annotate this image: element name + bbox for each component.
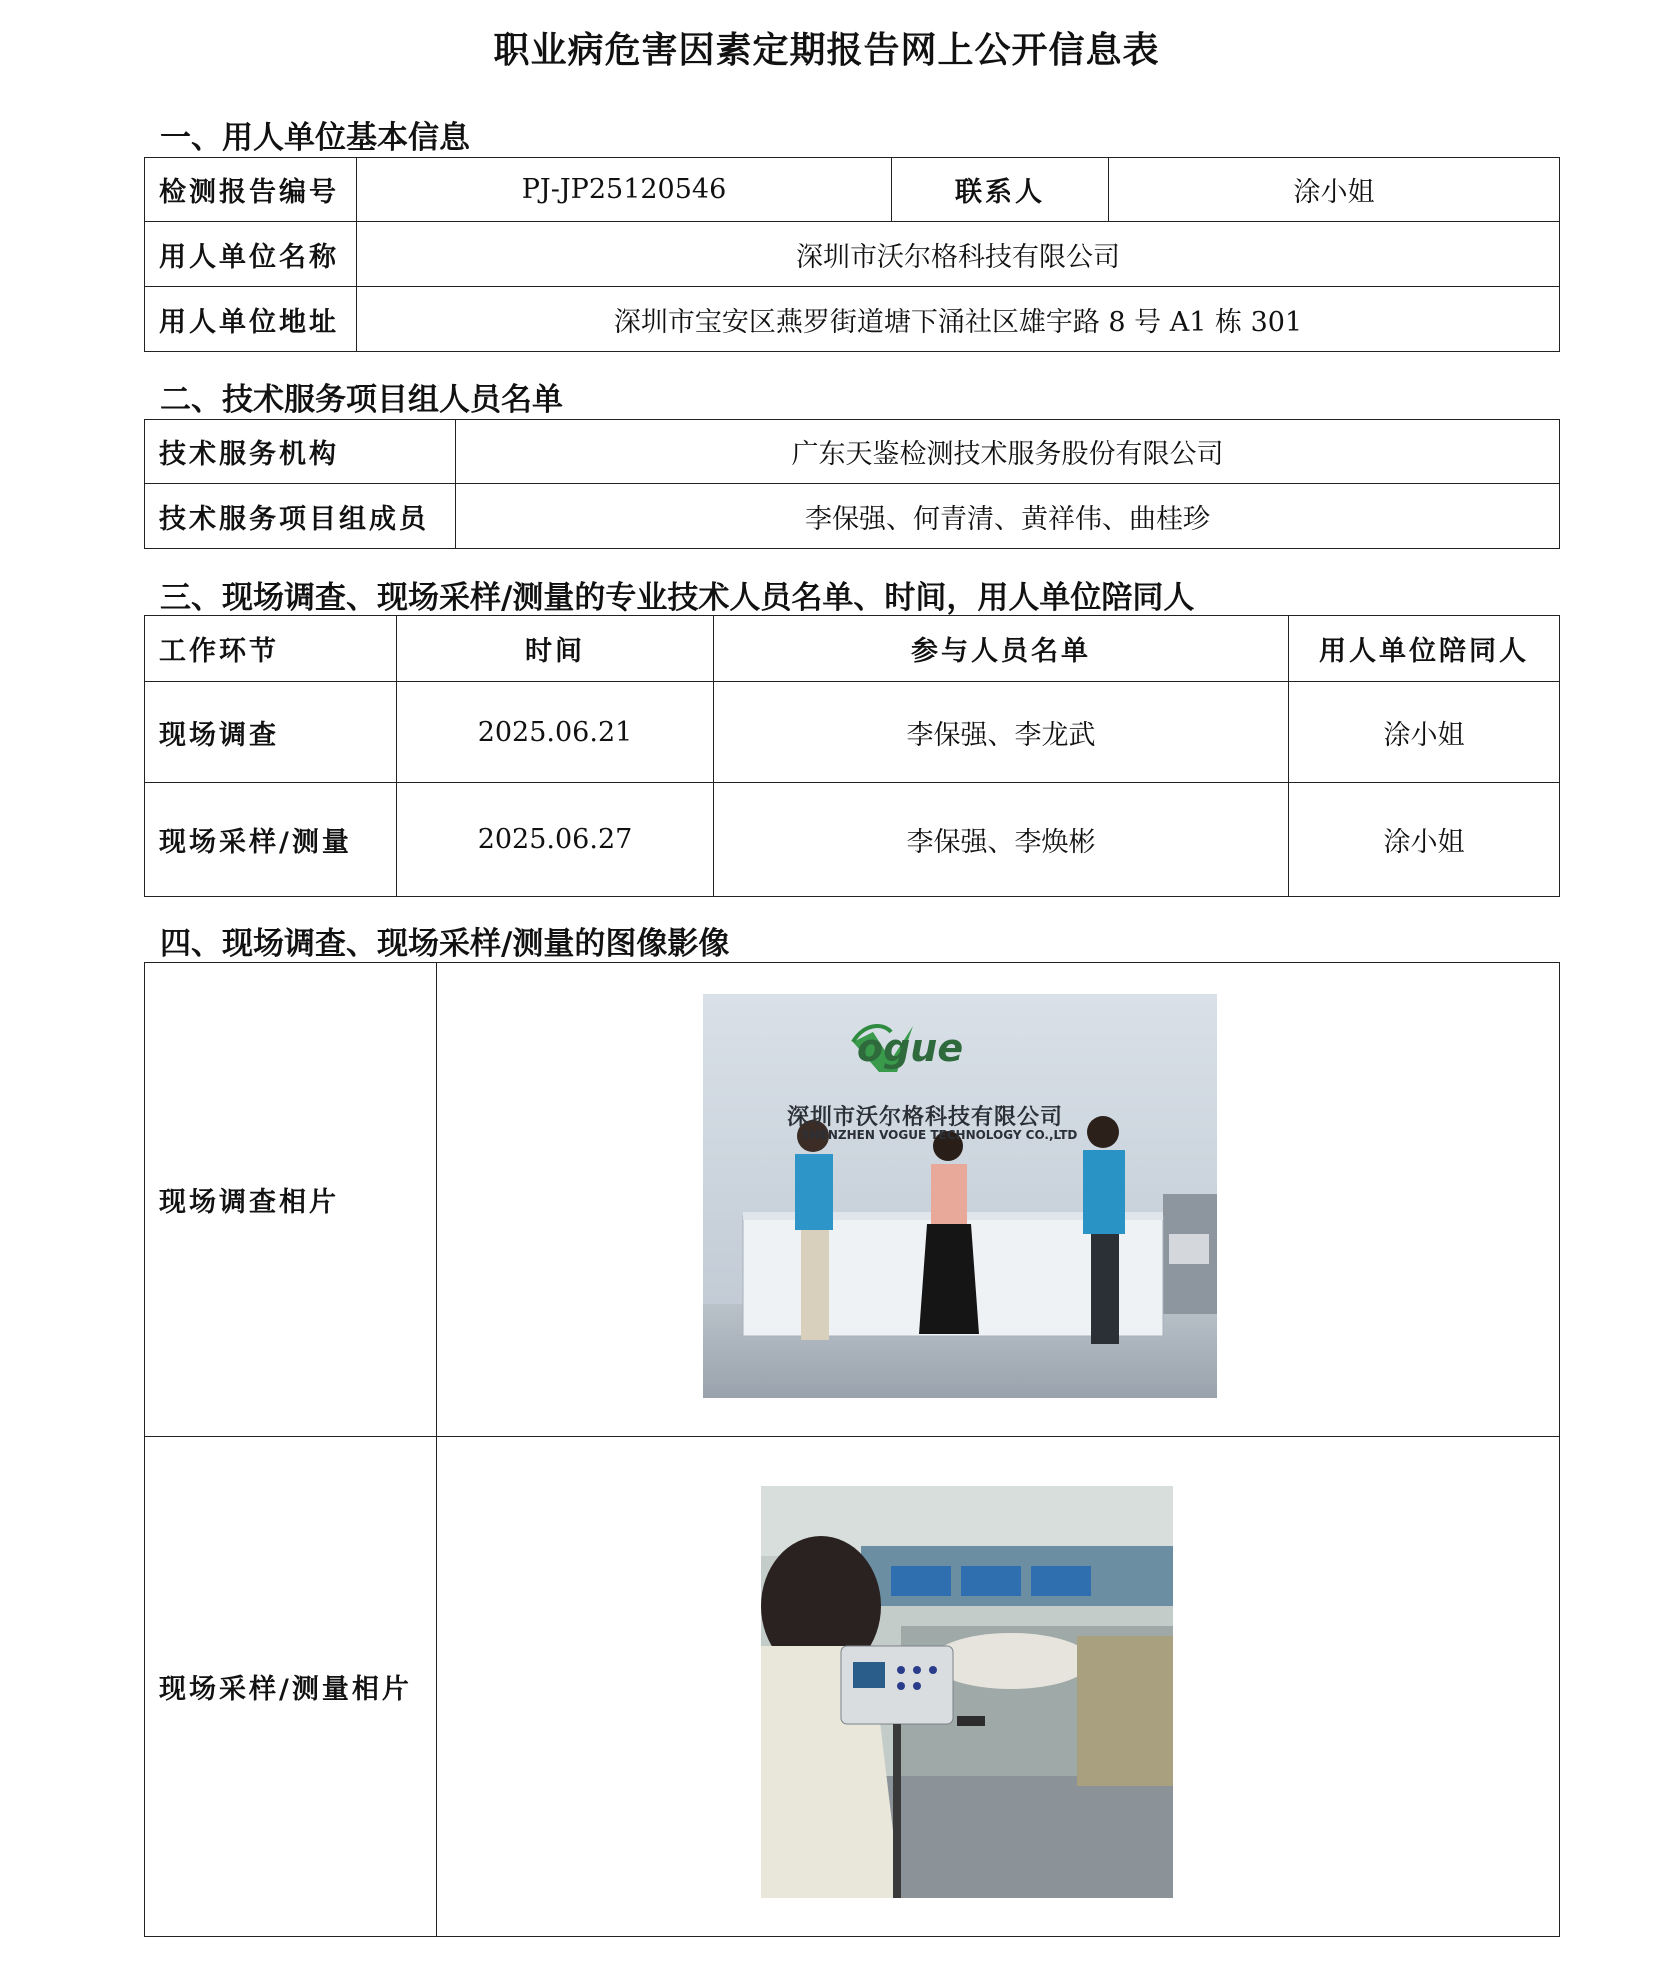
members-label: 技术服务项目组成员 (145, 484, 456, 549)
page-title: 职业病危害因素定期报告网上公开信息表 (493, 29, 1160, 71)
section3-heading: 三、现场调查、现场采样/测量的专业技术人员名单、时间，用人单位陪同人 (160, 580, 1195, 616)
company-address-value: 深圳市宝安区燕罗街道塘下涌社区雄宇路 8 号 A1 栋 301 (357, 287, 1560, 352)
section2-heading: 二、技术服务项目组人员名单 (160, 382, 563, 418)
contact-label: 联系人 (892, 158, 1109, 222)
row1-date: 2025.06.21 (397, 682, 714, 783)
row1-stage: 现场调查 (145, 682, 397, 783)
company-name-value: 深圳市沃尔格科技有限公司 (357, 222, 1560, 287)
report-no-value: PJ-JP25120546 (357, 158, 892, 222)
company-name-label: 用人单位名称 (145, 222, 357, 287)
row1-staff: 李保强、李龙武 (714, 682, 1289, 783)
row1-escort: 涂小姐 (1289, 682, 1560, 783)
org-label: 技术服务机构 (145, 420, 456, 484)
company-address-label: 用人单位地址 (145, 287, 357, 352)
sampling-photo-graphic (761, 1486, 1173, 1898)
members-value: 李保强、何青清、黄祥伟、曲桂珍 (456, 484, 1560, 549)
row2-stage: 现场采样/测量 (145, 783, 397, 897)
section4-heading: 四、现场调查、现场采样/测量的图像影像 (160, 926, 730, 962)
sampling-photo (761, 1486, 1173, 1898)
survey-photo (703, 994, 1217, 1398)
photo1-sign-sub: SHENZHEN VOGUE TECHNOLOGY CO.,LTD (801, 1128, 1078, 1142)
report-no-label: 检测报告编号 (145, 158, 357, 222)
photo1-logo: ogue (857, 1026, 964, 1070)
row2-staff: 李保强、李焕彬 (714, 783, 1289, 897)
org-value: 广东天鉴检测技术服务股份有限公司 (456, 420, 1560, 484)
header-stage: 工作环节 (145, 616, 397, 682)
header-date: 时间 (397, 616, 714, 682)
survey-photo-label: 现场调查相片 (145, 963, 437, 1437)
photo1-sign-text: 深圳市沃尔格科技有限公司 (787, 1105, 1064, 1130)
section1-heading: 一、用人单位基本信息 (160, 120, 470, 156)
header-staff: 参与人员名单 (714, 616, 1289, 682)
tech-service-table (144, 419, 1560, 549)
row2-escort: 涂小姐 (1289, 783, 1560, 897)
basic-info-table (144, 157, 1560, 352)
sampling-photo-label: 现场采样/测量相片 (145, 1437, 437, 1937)
contact-value: 涂小姐 (1109, 158, 1560, 222)
table-row (145, 783, 1560, 897)
header-escort: 用人单位陪同人 (1289, 616, 1560, 682)
site-work-table (144, 615, 1560, 897)
row2-date: 2025.06.27 (397, 783, 714, 897)
table-row (145, 682, 1560, 783)
